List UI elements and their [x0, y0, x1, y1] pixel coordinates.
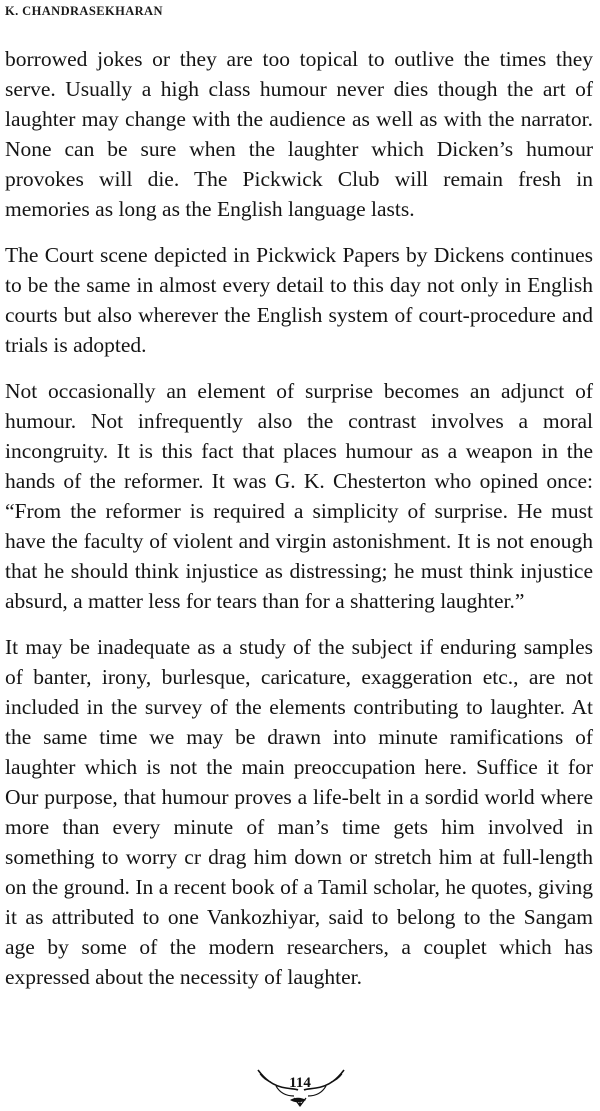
body-text	[5, 44, 593, 1008]
paragraph-1: borrowed jokes or they are too topical to outlive the times they serve. Usually a high class humour never dies though the art of laughter may change with the audience as well as with the narrator. None can be sure when the laughter which Dicken’s humour provokes will die. The Pickwick Club will remain fresh in memories as long as the English language lasts.	[5, 47, 593, 221]
paragraph-4: It may be inadequate as a study of the subject if enduring samples of banter, irony, burlesque, caricature, exaggeration etc., are not included in the survey of the elements contributing to laughter. At the same time we may be drawn into minute ramifications of laughter which is not the main preoccupation here. Suffice it for Our purpose, that humour proves a life-belt in a sordid world where more than every minute of man’s time gets him involved in something to worry cr drag him down or stretch him at full-length on the ground. In a recent book of a Tamil scholar, he quotes, giving it as attributed to one Vankozhiyar, said to belong to the Sangam age by some of the modern researchers, a couplet which has expressed about the necessity of laughter.	[5, 635, 593, 989]
page-footer	[0, 1068, 600, 1108]
paragraph-3: Not occasionally an element of surprise becomes an adjunct of humour. Not infrequently also the contrast involves a moral incongruity. It is this fact that places humour as a weapon in the hands of the reformer. It was G. K. Chesterton who opined once: “From the reformer is required a simplicity of surprise. He must have the faculty of violent and virgin astonishment. It is not enough that he should think injustice as distressing; he must think injustice absurd, a matter less for tears than for a shattering laughter.”	[5, 379, 593, 613]
page-number: 114	[289, 1075, 311, 1091]
running-head: K. CHANDRASEKHARAN	[5, 4, 163, 18]
paragraph-2: The Court scene depicted in Pickwick Papers by Dickens continues to be the same in almost every detail to this day not only in English courts but also wherever the English system of court-procedure and trials is adopted.	[5, 243, 593, 357]
